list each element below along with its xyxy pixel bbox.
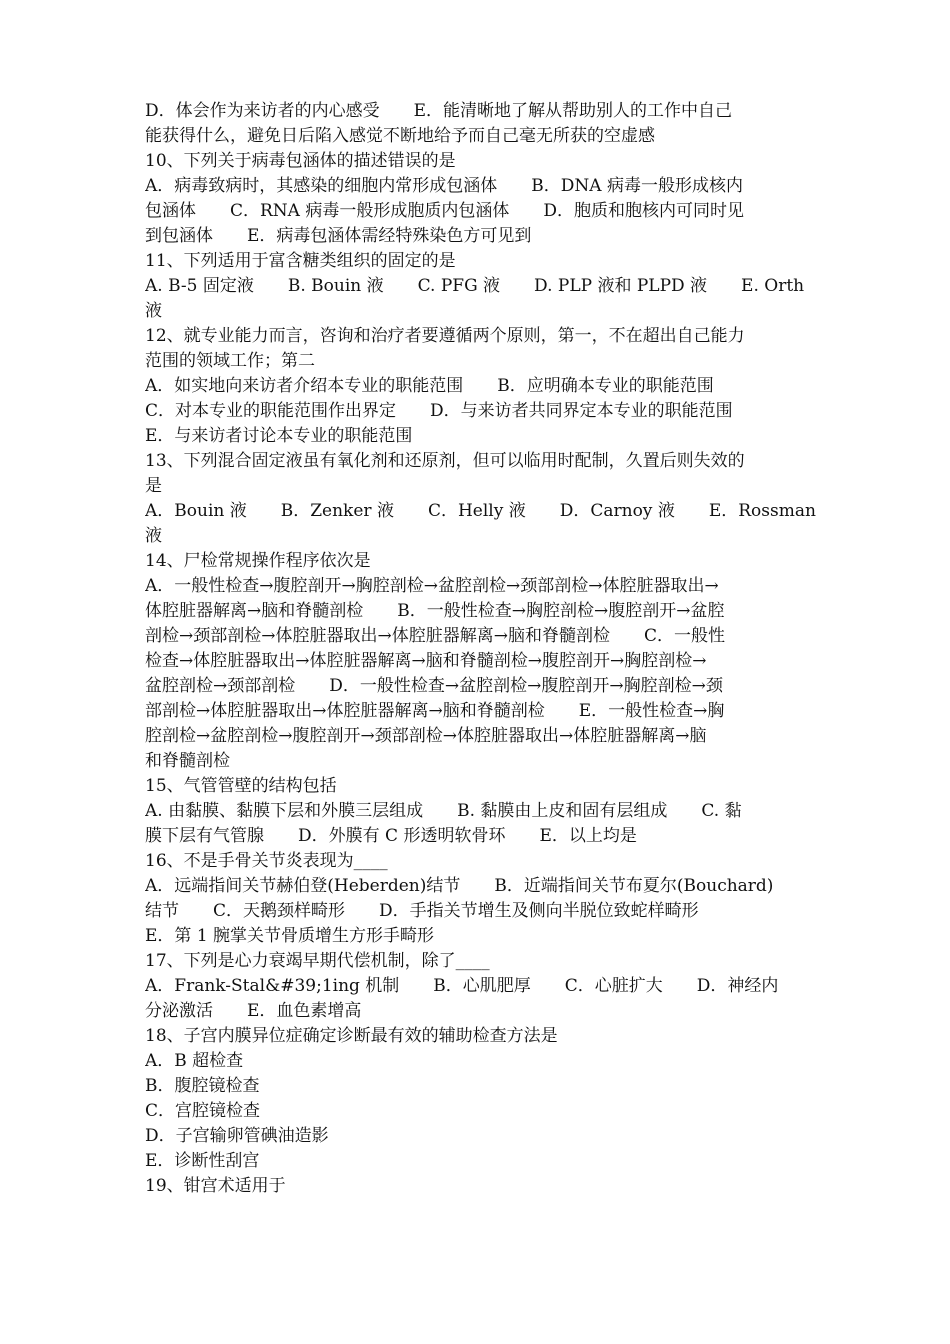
text-line: 18、子宫内膜异位症确定诊断最有效的辅助检查方法是 (145, 1026, 558, 1046)
text-line: 膜下层有气管腺 D．外膜有 C 形透明软骨环 E．以上均是 (145, 826, 637, 846)
text-line: 范围的领域工作；第二 (145, 351, 315, 371)
text-line: 10、下列关于病毒包涵体的描述错误的是 (145, 151, 456, 171)
text-line: E．诊断性刮宫 (145, 1151, 260, 1171)
text-line: 16、不是手骨关节炎表现为____ (145, 851, 388, 871)
text-line: A．Bouin 液 B．Zenker 液 C．Helly 液 D．Carnoy 液 E．Rossman (145, 501, 816, 521)
text-line: A．病毒致病时，其感染的细胞内常形成包涵体 B．DNA 病毒一般形成核内 (145, 176, 743, 196)
text-line: A．远端指间关节赫伯登(Heberden)结节 B．近端指间关节布夏尔(Bouchard) (145, 876, 774, 896)
text-line: 到包涵体 E．病毒包涵体需经特殊染色方可见到 (145, 226, 532, 246)
text-line: 13、下列混合固定液虽有氧化剂和还原剂，但可以临用时配制，久置后则失效的 (145, 451, 745, 471)
text-line: 腔剖检→盆腔剖检→腹腔剖开→颈部剖检→体腔脏器取出→体腔脏器解离→脑 (145, 726, 707, 746)
text-line: E．第 1 腕掌关节骨质增生方形手畸形 (145, 926, 435, 946)
text-line: D．体会作为来访者的内心感受 E．能清晰地了解从帮助别人的工作中自己 (145, 101, 733, 121)
text-line: D．子宫输卵管碘油造影 (145, 1126, 329, 1146)
text-line: 部剖检→体腔脏器取出→体腔脏器解离→脑和脊髓剖检 E．一般性检查→胸 (145, 701, 725, 721)
text-line: E．与来访者讨论本专业的职能范围 (145, 426, 413, 446)
text-line: 是 (145, 476, 162, 496)
text-line: 结节 C．天鹅颈样畸形 D．手指关节增生及侧向半脱位致蛇样畸形 (145, 901, 699, 921)
text-line: A．B 超检查 (145, 1051, 244, 1071)
text-line: A. B-5 固定液 B. Bouin 液 C. PFG 液 D. PLP 液和 PLPD 液 E. Orth (145, 276, 805, 296)
text-line: 19、钳宫术适用于 (145, 1176, 286, 1196)
text-line: 11、下列适用于富含糖类组织的固定的是 (145, 251, 456, 271)
text-line: 17、下列是心力衰竭早期代偿机制，除了____ (145, 951, 490, 971)
text-line: B．腹腔镜检查 (145, 1076, 260, 1096)
text-line: 剖检→颈部剖检→体腔脏器取出→体腔脏器解离→脑和脊髓剖检 C．一般性 (145, 626, 725, 646)
text-line: 分泌激活 E．血色素增高 (145, 1001, 362, 1021)
text-line: C．对本专业的职能范围作出界定 D．与来访者共同界定本专业的职能范围 (145, 401, 733, 421)
document-body (145, 99, 830, 1199)
text-line: 和脊髓剖检 (145, 751, 230, 771)
text-line: 检查→体腔脏器取出→体腔脏器解离→脑和脊髓剖检→腹腔剖开→胸腔剖检→ (145, 651, 707, 671)
text-line: 体腔脏器解离→脑和脊髓剖检 B．一般性检查→胸腔剖检→腹腔剖开→盆腔 (145, 601, 725, 621)
text-line: 14、尸检常规操作程序依次是 (145, 551, 371, 571)
text-line: 盆腔剖检→颈部剖检 D．一般性检查→盆腔剖检→腹腔剖开→胸腔剖检→颈 (145, 676, 723, 696)
text-line: A. 由黏膜、黏膜下层和外膜三层组成 B. 黏膜由上皮和固有层组成 C. 黏 (145, 801, 742, 821)
text-line: 液 (145, 301, 162, 321)
text-line: C．宫腔镜检查 (145, 1101, 261, 1121)
text-line: 液 (145, 526, 162, 546)
text-line: 12、就专业能力而言，咨询和治疗者要遵循两个原则，第一，不在超出自己能力 (145, 326, 745, 346)
text-line: A．如实地向来访者介绍本专业的职能范围 B．应明确本专业的职能范围 (145, 376, 714, 396)
text-line: 15、气管管壁的结构包括 (145, 776, 337, 796)
text-line: 包涵体 C．RNA 病毒一般形成胞质内包涵体 D．胞质和胞核内可同时见 (145, 201, 744, 221)
text-line: A．Frank-Stal&#39;1ing 机制 B．心肌肥厚 C．心脏扩大 D．神经内 (145, 976, 779, 996)
text-line: A．一般性检查→腹腔剖开→胸腔剖检→盆腔剖检→颈部剖检→体腔脏器取出→ (145, 576, 719, 596)
text-line: 能获得什么，避免日后陷入感觉不断地给予而自己毫无所获的空虚感 (145, 126, 655, 146)
